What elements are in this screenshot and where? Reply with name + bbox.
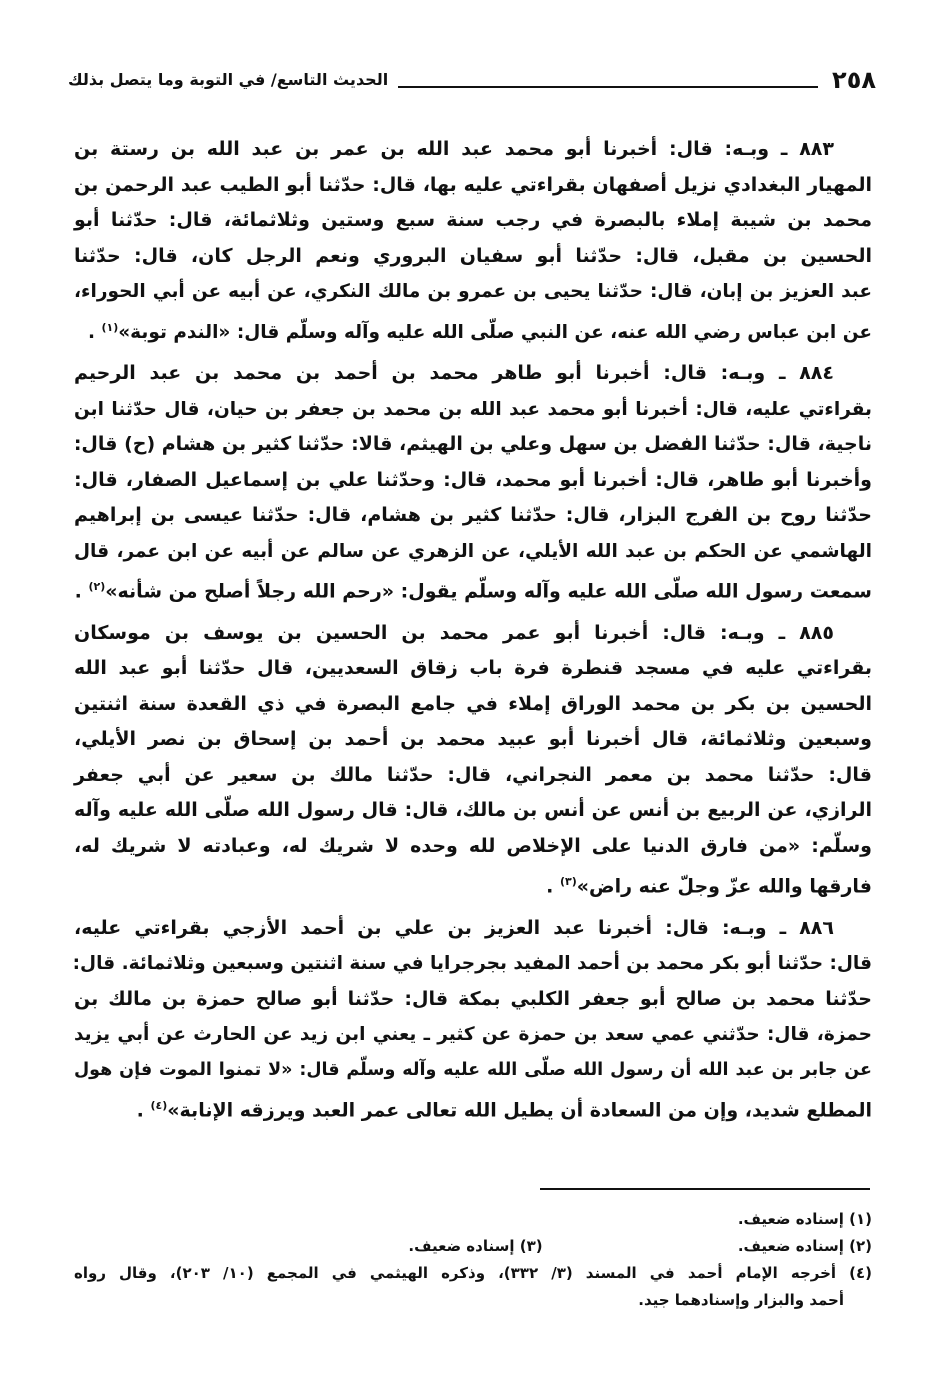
line-text: المهيار البغدادي نزيل أصفهان بقراءتي عليه بها، قال: حدّثنا أبو الطيب عبد الرحمن بن: [74, 173, 872, 196]
running-header: [68, 62, 876, 94]
text-line: [74, 651, 872, 687]
page-number: ٢٥٨: [832, 66, 876, 94]
hadith-number: ٨٨٣ ـ وبـه:: [724, 138, 834, 160]
line-text: قال: أخبرنا أبو طاهر محمد بن أحمد بن محمد بن عبد الرحيم: [74, 362, 707, 384]
running-title: الحديث التاسع/ في التوبة وما يتصل بذلك: [68, 70, 389, 89]
footnote-separator: [540, 1188, 870, 1190]
text-line: [74, 1017, 872, 1053]
footnote-4-continued: أحمد والبزار وإسنادهما جيد.: [638, 1291, 844, 1309]
footnotes: [74, 1206, 872, 1314]
line-text: وسلّم: «من فارق الدنيا على الإخلاص لله وحده لا شريك له، وعبادته لا شريك له،: [74, 834, 872, 857]
line-text: قال: أخبرنا أبو محمد عبد الله بن عمر بن عبد الله بن رستة بن: [74, 138, 713, 160]
line-text: بقراءتي عليه في مسجد قنطرة فرة باب زقاق السعديين، قال حدّثنا أبو عبد الله: [74, 657, 872, 679]
text-line: [74, 946, 872, 982]
text-line: [74, 274, 872, 310]
hadith-number: ٨٨٤ ـ وبـه:: [720, 362, 834, 384]
line-text: وأخبرنا أبو طاهر، قال: أخبرنا أبو محمد، قال: وحدّثنا علي بن إسماعيل الصفار، قال:: [74, 468, 872, 491]
line-text: قال: أخبرنا عبد العزيز بن علي بن أحمد الأزجي بقراءتي عليه،: [74, 916, 709, 939]
text-line: سمعت رسول الله صلّى الله عليه وآله وسلّم يقول: «رحم الله رجلاً أصلح من شأنه»$^{(٢)}$ .: [74, 580, 872, 603]
footnote-4: (٤) أخرجه الإمام أحمد في المسند (٣/ ٣٣٢)، وذكره الهيثمي في المجمع (١٠/ ٢٠٣)، وقال رواه: [74, 1264, 873, 1282]
hadith-paragraph: [74, 911, 872, 1124]
line-text: عن ابن عباس رضي الله عنه، عن النبي صلّى الله عليه وآله وسلّم قال: «الندم توبة»: [118, 321, 872, 343]
line-text: الرازي، عن الربيع بن أنس عن أنس بن مالك، قال: قال رسول الله صلّى الله عليه وآله: [74, 799, 872, 821]
text-line: [74, 758, 872, 794]
text-line: [74, 427, 872, 463]
hadith-paragraph: [74, 616, 872, 900]
line-text: قال: أخبرنا أبو عمر محمد بن الحسين بن يوسف بن موسكان: [74, 621, 706, 644]
line-text: فارقها والله عزّ وجلّ عنه راض»: [576, 875, 872, 898]
line-text: قال: حدّثنا محمد بن معمر النجراني، قال: حدّثنا مالك بن سعير عن أبي جعفر: [74, 763, 872, 786]
main-text: [74, 132, 872, 1135]
text-line: [74, 616, 872, 652]
line-text: عن جابر بن عبد الله أن رسول الله صلّى الله عليه وآله وسلّم قال: «لا تمنوا الموت فإن هول: [74, 1059, 872, 1080]
text-line: [74, 534, 872, 570]
text-line: [74, 722, 872, 758]
line-text: الحسين بن بكر بن محمد الوراق إملاء في جامع البصرة في ذي القعدة سنة اثنتين: [74, 692, 872, 715]
line-text: بقراءتي عليه، قال: أخبرنا أبو محمد عبد الله بن محمد بن جعفر بن حيان، قال حدّثنا ابن: [74, 398, 872, 420]
line-text: المطلع شديد، وإن من السعادة أن يطيل الله تعالى عمر العبد ويرزقه الإنابة»: [167, 1099, 872, 1122]
footnote-ref[interactable]: (٢): [88, 580, 106, 593]
text-line: فارقها والله عزّ وجلّ عنه راض»$^{(٣)}$ .: [546, 875, 872, 898]
text-line: [74, 203, 872, 239]
line-text: قال: حدّثنا أبو بكر محمد بن أحمد المفيد بجرجرايا في سنة اثنتين وسبعين وثلاثمائة. قال:: [72, 953, 872, 974]
text-line: [74, 498, 872, 534]
text-line: [74, 1053, 872, 1089]
text-line: [74, 132, 872, 168]
text-line: [74, 239, 872, 275]
text-line: [74, 911, 872, 947]
line-text: حمزة، قال: حدّثني عمي سعد بن حمزة عن كثير ـ يعني ابن زيد عن الحارث عن أبي يزيد: [74, 1024, 872, 1045]
text-line: [74, 392, 872, 428]
text-line: [74, 168, 872, 204]
line-text: وسبعين وثلاثمائة، قال أخبرنا أبو عبيد محمد بن أحمد بن إسحاق بن نصر الأيلي،: [74, 728, 872, 750]
line-text: محمد بن شيبة إملاء بالبصرة في رجب سنة سبع وستين وثلاثمائة، قال: حدّثنا أبو: [74, 209, 872, 231]
hadith-paragraph: [74, 132, 872, 345]
hadith-paragraph: [74, 356, 872, 605]
footnote-ref[interactable]: (٣): [559, 875, 577, 888]
line-text: حدّثنا روح بن الفرج البزار، قال: حدّثنا كثير بن هشام، قال: حدّثنا عيسى بن إبراهيم: [74, 504, 872, 526]
footnote-3: (٣) إسناده ضعيف.: [408, 1237, 543, 1255]
line-text: الهاشمي عن الحكم بن عبد الله الأيلي، عن الزهري عن سالم عن أبيه عن ابن عمر، قال: [74, 540, 872, 562]
footnote-ref[interactable]: (١): [101, 320, 119, 334]
text-line: [74, 463, 872, 499]
text-line: [74, 687, 872, 723]
text-line: عن ابن عباس رضي الله عنه، عن النبي صلّى الله عليه وآله وسلّم قال: «الندم توبة»$^{(١)}$ .: [87, 320, 872, 343]
line-text: سمعت رسول الله صلّى الله عليه وآله وسلّم يقول: «رحم الله رجلاً أصلح من شأنه»: [105, 580, 872, 603]
hadith-number: ٨٨٥ ـ وبـه:: [720, 621, 834, 644]
footnote-2-3: [74, 1233, 872, 1260]
hadith-number: ٨٨٦ ـ وبـه:: [721, 916, 834, 939]
text-line: [74, 829, 872, 865]
text-line: [74, 982, 872, 1018]
line-text: الحسين بن مقبل، قال: حدّثنا أبو سفيان البروري ونعم الرجل كان، قال: حدّثنا: [74, 244, 872, 267]
line-text: حدّثنا محمد بن صالح أبو جعفر الكلبي بمكة قال: حدّثنا أبو صالح حمزة بن مالك بن: [74, 987, 872, 1010]
line-text: ناجية، قال: حدّثنا الفضل بن سهل وعلي بن الهيثم، قالا: حدّثنا كثير بن هشام (ح) قال:: [73, 433, 872, 455]
text-line: [74, 793, 872, 829]
footnote-2: (٢) إسناده ضعيف.: [737, 1237, 872, 1255]
line-text: عبد العزيز بن إبان، قال: حدّثنا يحيى بن عمرو بن مالك النكري، عن أبيه عن أبي الحوراء،: [74, 281, 872, 302]
footnote-ref[interactable]: (٤): [150, 1099, 168, 1112]
text-line: [74, 356, 872, 392]
text-line: المطلع شديد، وإن من السعادة أن يطيل الله تعالى عمر العبد ويرزقه الإنابة»$^{(٤)}$ .: [136, 1099, 872, 1122]
header-rule: [398, 86, 818, 88]
footnote-1: (١) إسناده ضعيف.: [737, 1210, 872, 1228]
